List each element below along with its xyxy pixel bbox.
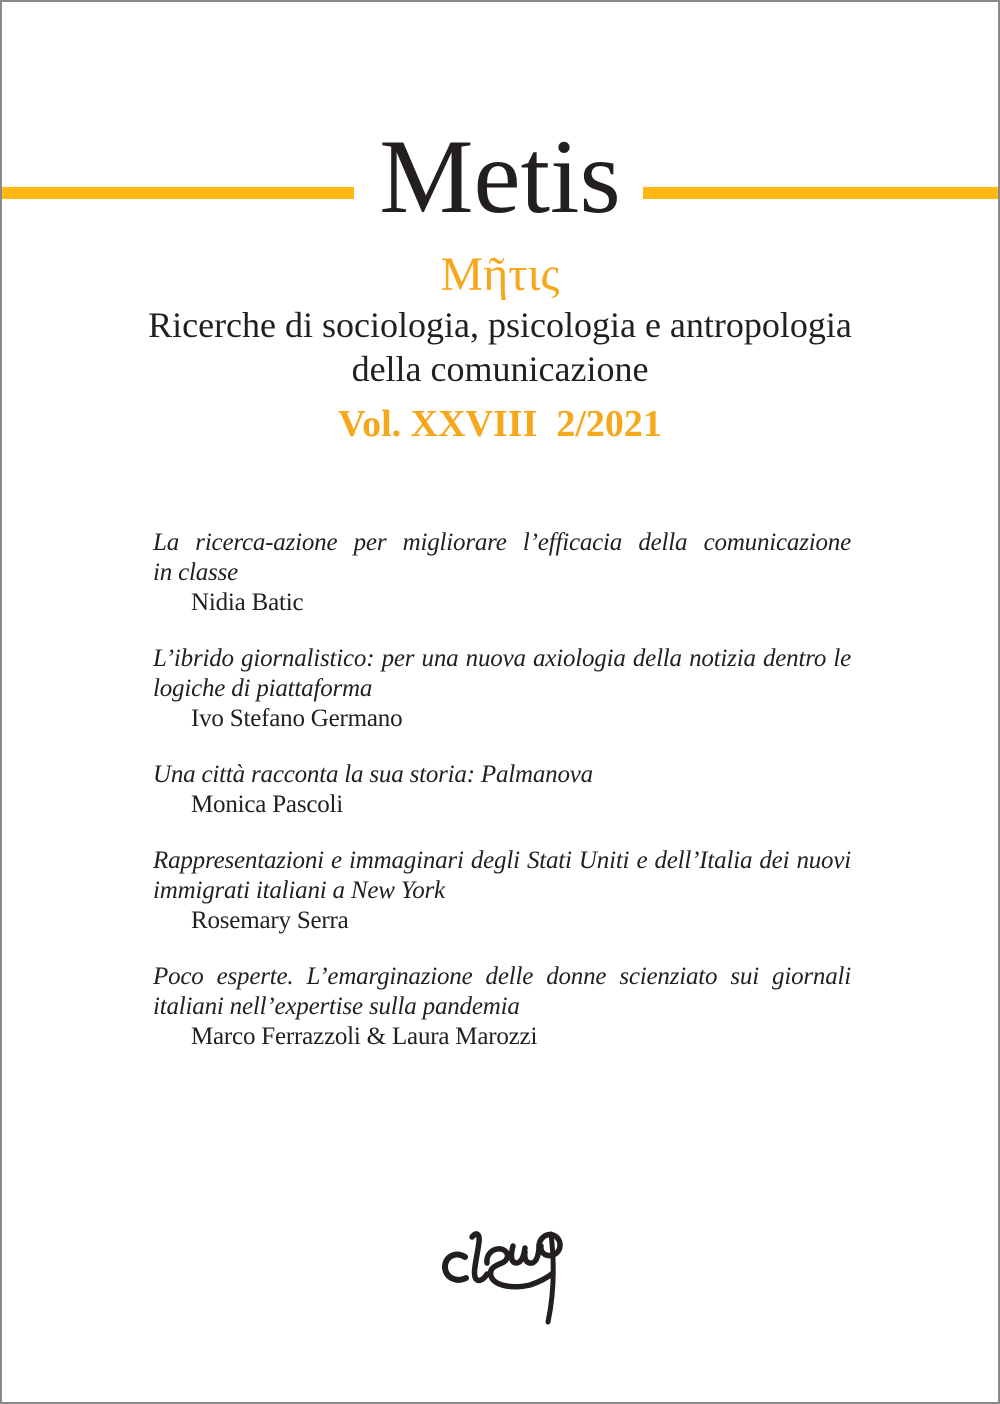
table-of-contents bbox=[153, 528, 851, 1052]
article-title-line: La ricerca-azione per migliorare l’efficacia della comunicazione bbox=[153, 529, 851, 556]
toc-entry bbox=[153, 962, 851, 1052]
toc-entry bbox=[153, 644, 851, 734]
toc-entry bbox=[153, 846, 851, 936]
article-title-line: logiche di piattaforma bbox=[153, 675, 373, 702]
article-title-line: italiani nell’expertise sulla pandemia bbox=[153, 993, 520, 1020]
article-author: Nidia Batic bbox=[191, 589, 304, 616]
subtitle-line-1: Ricerche di sociologia, psicologia e antropologia bbox=[148, 305, 852, 345]
article-title-line: in classe bbox=[153, 559, 238, 586]
subtitle-line-2: della comunicazione bbox=[351, 349, 649, 389]
article-author: Marco Ferrazzoli & Laura Marozzi bbox=[191, 1023, 538, 1050]
article-title-line: immigrati italiani a New York bbox=[153, 877, 445, 904]
article-title-line: L’ibrido giornalistico: per una nuova axiologia della notizia dentro le bbox=[153, 645, 851, 672]
cleup-publisher-logo-icon bbox=[434, 1224, 574, 1334]
toc-entry bbox=[153, 528, 851, 618]
toc-entry bbox=[153, 760, 851, 820]
title-rule-right bbox=[643, 187, 1000, 199]
journal-subtitle bbox=[2, 303, 998, 391]
article-title-line: Rappresentazioni e immaginari degli Stati Uniti e dell’Italia dei nuovi bbox=[153, 847, 851, 874]
journal-title: Metis bbox=[379, 118, 621, 235]
article-title-line: Una città racconta la sua storia: Palmanova bbox=[153, 761, 593, 788]
article-title-line: Poco esperte. L’emarginazione delle donne scienziato sui giornali bbox=[153, 963, 851, 990]
journal-greek-title: Μῆτις bbox=[440, 248, 560, 301]
article-author: Rosemary Serra bbox=[191, 907, 349, 934]
article-author: Monica Pascoli bbox=[191, 791, 344, 818]
volume-issue-label: Vol. XXVIII 2/2021 bbox=[338, 403, 662, 445]
article-author: Ivo Stefano Germano bbox=[191, 705, 403, 732]
